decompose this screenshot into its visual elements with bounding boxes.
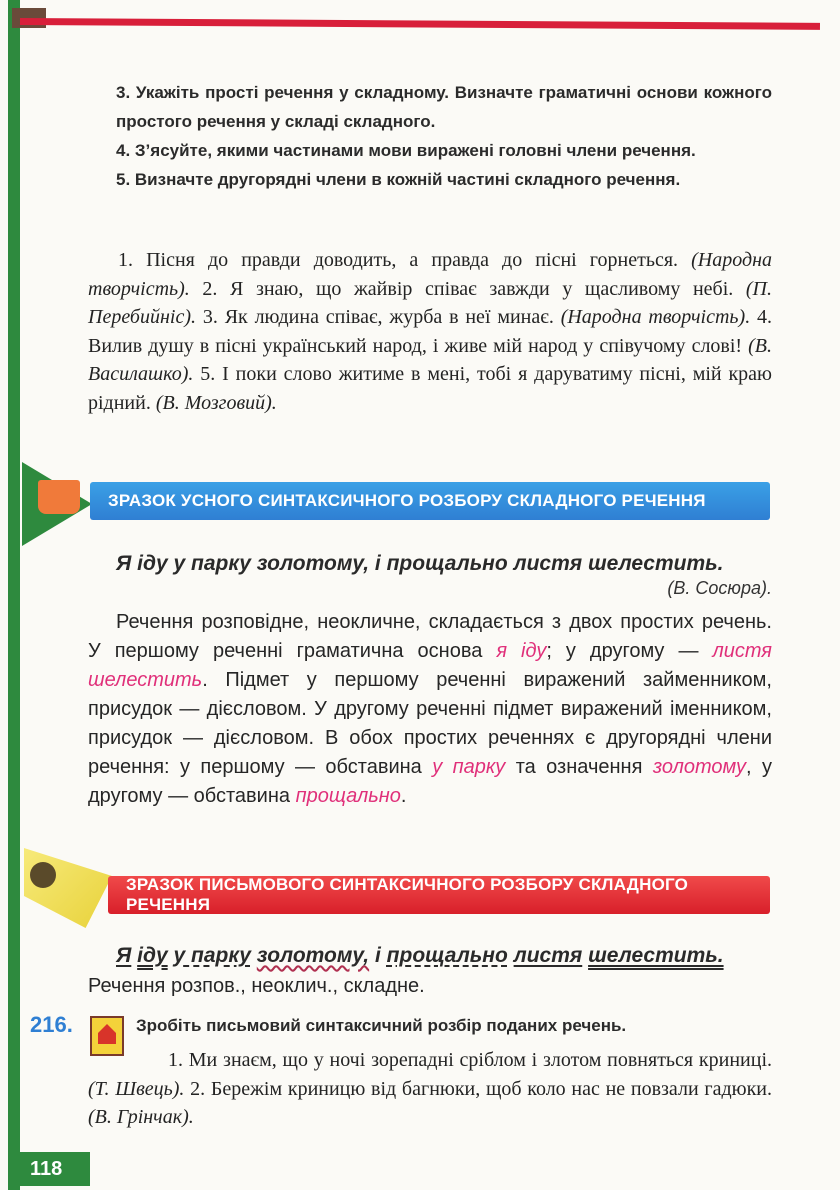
analysis-text: та означення	[515, 756, 643, 778]
oral-example	[116, 552, 772, 599]
sentence: 4. Вилив душу в пісні український народ, і живе мій народ у співучому слові!	[88, 306, 773, 357]
author-ref: (В. Мозговий).	[155, 391, 277, 414]
summary-text: Речення розпов., неоклич., складне.	[88, 975, 425, 997]
analysis-text: Речення розповідне, неокличне, складається з двох простих речень. У першому реченні граматична основа	[88, 611, 772, 662]
task-item: 4. З’ясуйте, якими частинами мови виражені головні члени речення.	[116, 141, 696, 160]
author-ref: (Народна творчість).	[88, 249, 772, 300]
attribute-word: золотому,	[256, 944, 370, 967]
oral-analysis-banner: ЗРАЗОК УСНОГО СИНТАКСИЧНОГО РОЗБОРУ СКЛАДНОГО РЕЧЕННЯ	[90, 482, 770, 520]
exercise-text	[88, 246, 772, 417]
pin-icon	[30, 862, 56, 888]
written-summary	[88, 972, 772, 1001]
sentence: 5. І поки слово житиме в мені, тобі я даруватиму пісні, мій краю рідний.	[88, 363, 773, 414]
author-ref: (В. Грінчак).	[88, 1106, 194, 1128]
highlight: прощально	[295, 785, 401, 807]
highlight: золотому	[652, 756, 747, 778]
task-list	[116, 78, 772, 194]
analysis-text: , у другому — обставина	[88, 756, 772, 807]
author-ref: (П. Перебийніс).	[88, 277, 772, 328]
conjunction-word: і	[374, 944, 381, 967]
analysis-text: . Підмет у першому реченні виражений займенником, присудок — дієсловом. У другому реченні підмет виражений іменником, присудок — дієсловом. В обох простих реченнях є другорядні члени речення: у першому — обставина	[88, 669, 772, 778]
section-marker-tab	[24, 848, 112, 928]
example-author: (В. Сосюра).	[667, 578, 772, 598]
author-ref: (Народна творчість).	[560, 306, 751, 328]
author-ref: (Т. Швець).	[88, 1077, 185, 1100]
written-analysis-banner: ЗРАЗОК ПИСЬМОВОГО СИНТАКСИЧНОГО РОЗБОРУ СКЛАДНОГО РЕЧЕННЯ	[108, 876, 770, 914]
task-item: 5. Визначте другорядні члени в кожній частині складного речення.	[116, 170, 681, 189]
predicate-word: шелестить.	[588, 944, 724, 967]
top-red-rule	[20, 18, 820, 30]
sentence: 2. Я знаю, що жайвір співає завжди у щасливому небі.	[202, 277, 734, 300]
analysis-paragraph	[88, 608, 772, 811]
sentence: 2. Бережім криницю від багнюки, щоб коло нас не повзали гадюки.	[190, 1077, 772, 1100]
highlight: я іду	[496, 640, 547, 662]
analysis-text: ; у другому —	[546, 640, 699, 662]
sentence: 1. Ми знаєм, що у ночі зорепадні сріблом і злотом повняться криниці.	[168, 1049, 772, 1071]
exercise-paragraph	[88, 246, 772, 417]
highlight: листя шелестить	[88, 640, 772, 691]
exercise216-text	[88, 1046, 772, 1132]
adverbial-word: у парку	[173, 944, 251, 967]
adverbial-word: прощально	[386, 944, 508, 967]
example-sentence: Я іду у парку золотому, і прощально листя шелестить.	[116, 552, 724, 575]
sentence: 1. Пісня до правди доводить, а правда до пісні горнеться.	[118, 249, 679, 271]
predicate-word: іду	[137, 944, 168, 967]
written-example	[116, 944, 776, 968]
exercise-paragraph	[88, 1046, 772, 1132]
exercise-number: 216.	[30, 1012, 73, 1037]
highlight: у парку	[432, 756, 506, 778]
page-number: 118	[16, 1152, 90, 1186]
oral-analysis-text	[88, 608, 772, 811]
book-icon	[38, 480, 80, 514]
exercise-instruction: Зробіть письмовий синтаксичний розбір поданих речень.	[136, 1016, 627, 1035]
example-sentence	[116, 944, 776, 968]
left-margin-strip	[8, 0, 20, 1190]
sentence: 3. Як людина співає, журба в неї минає.	[202, 306, 554, 328]
analysis-text: .	[400, 785, 407, 807]
subject-word: Я	[116, 944, 132, 967]
author-ref: (В. Василашко).	[88, 334, 773, 385]
task-item: 3. Укажіть прості речення у складному. Визначте граматичні основи кожного простого речення у складі складного.	[116, 83, 772, 131]
subject-word: листя	[513, 944, 583, 967]
